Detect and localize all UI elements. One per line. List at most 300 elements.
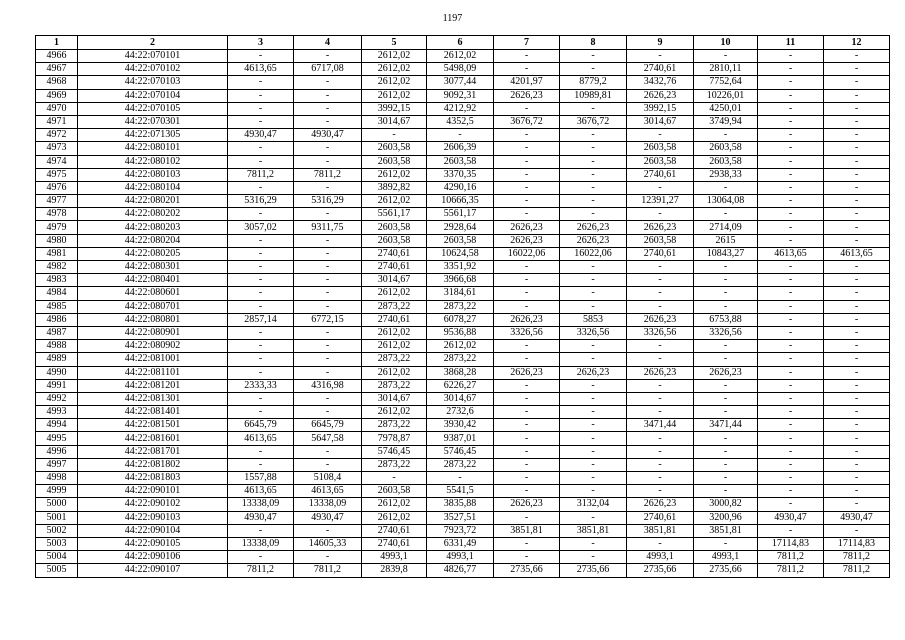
table-cell: - <box>294 234 362 247</box>
table-cell: 44:22:081501 <box>78 419 228 432</box>
table-cell: 2626,23 <box>627 313 694 326</box>
table-cell: - <box>824 129 890 142</box>
table-cell: - <box>758 181 824 194</box>
table-cell: - <box>228 326 294 339</box>
table-cell: - <box>758 195 824 208</box>
table-row <box>36 274 890 287</box>
table-row <box>36 498 890 511</box>
table-cell: - <box>494 155 560 168</box>
table-cell: 44:22:080101 <box>78 142 228 155</box>
table-cell: - <box>758 234 824 247</box>
table-cell: - <box>560 300 627 313</box>
table-cell: 3351,92 <box>427 261 494 274</box>
table-cell: 2735,66 <box>627 564 694 577</box>
table-cell: 2626,23 <box>627 89 694 102</box>
table-cell: 2603,58 <box>362 155 427 168</box>
table-cell: 5003 <box>36 537 78 550</box>
table-cell: 2603,58 <box>627 234 694 247</box>
table-cell: 2928,64 <box>427 221 494 234</box>
table-cell: - <box>228 287 294 300</box>
table-cell: - <box>228 142 294 155</box>
table-cell: 2612,02 <box>362 326 427 339</box>
table-cell: 2603,58 <box>427 155 494 168</box>
table-cell: 4997 <box>36 458 78 471</box>
table-cell: 2740,61 <box>362 247 427 260</box>
table-cell: - <box>758 168 824 181</box>
table-cell: 4991 <box>36 379 78 392</box>
table-cell: 4201,97 <box>494 76 560 89</box>
table-cell: 16022,06 <box>494 247 560 260</box>
table-cell: - <box>824 485 890 498</box>
table-cell: 3471,44 <box>627 419 694 432</box>
table-cell: 2626,23 <box>627 498 694 511</box>
table-cell: 44:22:090104 <box>78 524 228 537</box>
table-cell: - <box>560 142 627 155</box>
table-cell: 3892,82 <box>362 181 427 194</box>
table-cell: 4996 <box>36 445 78 458</box>
table-cell: 3000,82 <box>694 498 758 511</box>
table-cell: - <box>228 155 294 168</box>
table-cell: 4993,1 <box>627 551 694 564</box>
table-cell: - <box>228 50 294 63</box>
table-cell: 4290,16 <box>427 181 494 194</box>
table-cell: - <box>694 472 758 485</box>
table-cell: - <box>294 326 362 339</box>
table-cell: 44:22:081201 <box>78 379 228 392</box>
column-header: 3 <box>228 36 294 50</box>
table-row <box>36 551 890 564</box>
table-row <box>36 155 890 168</box>
table-body <box>36 50 890 578</box>
table-cell: 44:22:090106 <box>78 551 228 564</box>
table-cell: 44:22:080203 <box>78 221 228 234</box>
table-cell: 4984 <box>36 287 78 300</box>
table-cell: 2735,66 <box>694 564 758 577</box>
table-cell: 2873,22 <box>362 458 427 471</box>
table-cell: 2626,23 <box>494 313 560 326</box>
table-cell: 2626,23 <box>560 221 627 234</box>
table-cell: 13338,09 <box>294 498 362 511</box>
table-cell: 3992,15 <box>627 102 694 115</box>
table-cell: 2740,61 <box>362 537 427 550</box>
table-cell: 3077,44 <box>427 76 494 89</box>
table-cell: - <box>294 340 362 353</box>
table-row <box>36 326 890 339</box>
table-cell: - <box>294 115 362 128</box>
table-cell: 44:22:070301 <box>78 115 228 128</box>
table-cell: - <box>627 392 694 405</box>
table-cell: 5746,45 <box>362 445 427 458</box>
table-cell: 5746,45 <box>427 445 494 458</box>
table-cell: 4993,1 <box>362 551 427 564</box>
table-cell: - <box>228 247 294 260</box>
table-cell: - <box>824 142 890 155</box>
table-cell: - <box>362 129 427 142</box>
table-cell: - <box>758 498 824 511</box>
data-table <box>35 35 890 578</box>
table-row <box>36 208 890 221</box>
table-cell: 6645,79 <box>294 419 362 432</box>
table-cell: - <box>494 406 560 419</box>
table-cell: - <box>758 366 824 379</box>
table-cell: - <box>824 300 890 313</box>
table-cell: - <box>294 366 362 379</box>
table-cell: - <box>560 445 627 458</box>
table-cell: 2735,66 <box>494 564 560 577</box>
table-cell: 2626,23 <box>694 366 758 379</box>
table-cell: - <box>824 50 890 63</box>
table-cell: - <box>824 234 890 247</box>
table-cell: - <box>560 287 627 300</box>
table-cell: - <box>228 524 294 537</box>
table-cell: 2810,11 <box>694 63 758 76</box>
table-cell: 3527,51 <box>427 511 494 524</box>
table-cell: - <box>627 274 694 287</box>
table-cell: 3992,15 <box>362 102 427 115</box>
table-cell: 44:22:080205 <box>78 247 228 260</box>
table-cell: 4995 <box>36 432 78 445</box>
table-cell: 3132,04 <box>560 498 627 511</box>
table-cell: - <box>228 208 294 221</box>
table-cell: - <box>694 208 758 221</box>
table-cell: - <box>694 340 758 353</box>
table-cell: 3370,35 <box>427 168 494 181</box>
table-cell: - <box>627 472 694 485</box>
table-cell: - <box>494 142 560 155</box>
table-cell: - <box>228 445 294 458</box>
table-cell: 4212,92 <box>427 102 494 115</box>
table-cell: - <box>824 498 890 511</box>
table-cell: - <box>694 129 758 142</box>
table-cell: 6645,79 <box>228 419 294 432</box>
table-cell: 44:22:071305 <box>78 129 228 142</box>
table-cell: - <box>228 76 294 89</box>
table-cell: - <box>824 168 890 181</box>
table-cell: - <box>294 458 362 471</box>
table-cell: 3014,67 <box>627 115 694 128</box>
table-cell: 10666,35 <box>427 195 494 208</box>
table-cell: 44:22:070103 <box>78 76 228 89</box>
table-cell: 2857,14 <box>228 313 294 326</box>
table-cell: 2626,23 <box>560 234 627 247</box>
table-cell: 4250,01 <box>694 102 758 115</box>
table-cell: - <box>294 353 362 366</box>
table-cell: - <box>294 181 362 194</box>
table-cell: 7811,2 <box>758 564 824 577</box>
table-cell: - <box>758 406 824 419</box>
table-cell: 2740,61 <box>627 63 694 76</box>
table-cell: 4316,98 <box>294 379 362 392</box>
table-cell: 2603,58 <box>362 234 427 247</box>
table-cell: - <box>560 537 627 550</box>
table-cell: - <box>228 392 294 405</box>
table-cell: - <box>560 432 627 445</box>
table-cell: - <box>627 181 694 194</box>
table-cell: 5001 <box>36 511 78 524</box>
table-cell: 4986 <box>36 313 78 326</box>
table-cell: 44:22:080601 <box>78 287 228 300</box>
table-cell: - <box>494 472 560 485</box>
table-cell: - <box>627 300 694 313</box>
table-cell: - <box>294 50 362 63</box>
table-cell: 6717,08 <box>294 63 362 76</box>
table-cell: - <box>560 472 627 485</box>
table-cell: - <box>824 458 890 471</box>
table-row <box>36 524 890 537</box>
table-cell: 3326,56 <box>560 326 627 339</box>
table-cell: - <box>627 129 694 142</box>
table-cell: 44:22:090102 <box>78 498 228 511</box>
table-cell: - <box>560 181 627 194</box>
table-cell: - <box>694 406 758 419</box>
table-cell: - <box>560 406 627 419</box>
table-row <box>36 406 890 419</box>
table-row <box>36 287 890 300</box>
table-cell: 4930,47 <box>294 511 362 524</box>
table-cell: 5002 <box>36 524 78 537</box>
table-cell: 4966 <box>36 50 78 63</box>
table-cell: 2612,02 <box>427 50 494 63</box>
table-cell: 3676,72 <box>494 115 560 128</box>
table-cell: - <box>228 340 294 353</box>
table-cell: 10226,01 <box>694 89 758 102</box>
table-cell: 2603,58 <box>362 142 427 155</box>
table-cell: - <box>494 537 560 550</box>
table-cell: - <box>294 287 362 300</box>
table-cell: - <box>560 208 627 221</box>
table-cell: - <box>294 445 362 458</box>
table-row <box>36 89 890 102</box>
table-cell: 4930,47 <box>294 129 362 142</box>
table-cell: 4980 <box>36 234 78 247</box>
table-cell: - <box>228 102 294 115</box>
table-cell: 4972 <box>36 129 78 142</box>
table-cell: 2873,22 <box>362 353 427 366</box>
table-cell: - <box>228 115 294 128</box>
table-cell: - <box>824 432 890 445</box>
column-header: 7 <box>494 36 560 50</box>
table-cell: - <box>824 115 890 128</box>
table-cell: 2603,58 <box>694 142 758 155</box>
table-row <box>36 76 890 89</box>
table-cell: 4969 <box>36 89 78 102</box>
table-cell: 44:22:080102 <box>78 155 228 168</box>
table-row <box>36 379 890 392</box>
table-cell: 4613,65 <box>228 63 294 76</box>
table-cell: - <box>694 537 758 550</box>
table-cell: - <box>560 353 627 366</box>
table-cell: 3184,61 <box>427 287 494 300</box>
table-row <box>36 340 890 353</box>
table-cell: - <box>824 313 890 326</box>
table-row <box>36 445 890 458</box>
table-cell: - <box>494 50 560 63</box>
table-cell: 3014,67 <box>362 392 427 405</box>
table-row <box>36 195 890 208</box>
table-cell: 2603,58 <box>694 155 758 168</box>
column-header: 6 <box>427 36 494 50</box>
column-header: 9 <box>627 36 694 50</box>
table-cell: 44:22:070104 <box>78 89 228 102</box>
table-cell: 3432,76 <box>627 76 694 89</box>
table-cell: - <box>228 300 294 313</box>
table-cell: 6772,15 <box>294 313 362 326</box>
table-cell: - <box>228 406 294 419</box>
table-cell: 2603,58 <box>427 234 494 247</box>
table-cell: 13338,09 <box>228 537 294 550</box>
table-cell: - <box>824 261 890 274</box>
table-cell: 4974 <box>36 155 78 168</box>
table-cell: - <box>824 366 890 379</box>
table-row <box>36 261 890 274</box>
table-cell: - <box>627 287 694 300</box>
table-cell: - <box>294 89 362 102</box>
table-cell: 5541,5 <box>427 485 494 498</box>
table-cell: 44:22:080204 <box>78 234 228 247</box>
table-cell: 2626,23 <box>560 366 627 379</box>
table-row <box>36 168 890 181</box>
table-cell: - <box>694 445 758 458</box>
table-cell: - <box>627 340 694 353</box>
table-cell: - <box>824 472 890 485</box>
table-cell: - <box>494 485 560 498</box>
table-cell: 4930,47 <box>228 511 294 524</box>
table-cell: 44:22:080202 <box>78 208 228 221</box>
table-cell: 4967 <box>36 63 78 76</box>
table-cell: - <box>758 155 824 168</box>
table-cell: 4930,47 <box>824 511 890 524</box>
table-cell: 4985 <box>36 300 78 313</box>
table-cell: 44:22:080401 <box>78 274 228 287</box>
table-cell: 7811,2 <box>228 168 294 181</box>
table-cell: - <box>560 458 627 471</box>
table-cell: - <box>758 208 824 221</box>
table-cell: 4981 <box>36 247 78 260</box>
table-cell: 2873,22 <box>427 300 494 313</box>
table-cell: - <box>758 287 824 300</box>
table-cell: - <box>560 102 627 115</box>
column-header: 8 <box>560 36 627 50</box>
table-cell: 17114,83 <box>758 537 824 550</box>
table-cell: 44:22:090103 <box>78 511 228 524</box>
table-cell: 5561,17 <box>427 208 494 221</box>
table-cell: 4979 <box>36 221 78 234</box>
table-cell: 3749,94 <box>694 115 758 128</box>
table-cell: 7811,2 <box>824 564 890 577</box>
table-cell: - <box>758 300 824 313</box>
table-cell: 5005 <box>36 564 78 577</box>
table-cell: - <box>294 300 362 313</box>
table-cell: 44:22:081802 <box>78 458 228 471</box>
table-cell: 2612,02 <box>362 50 427 63</box>
table-cell: - <box>824 274 890 287</box>
table-cell: - <box>294 247 362 260</box>
table-cell: - <box>824 63 890 76</box>
table-cell: - <box>824 221 890 234</box>
table-cell: - <box>758 419 824 432</box>
table-cell: 4989 <box>36 353 78 366</box>
table-row <box>36 102 890 115</box>
table-cell: - <box>758 261 824 274</box>
table-cell: 2740,61 <box>362 524 427 537</box>
table-cell: - <box>627 379 694 392</box>
table-cell: - <box>228 181 294 194</box>
table-cell: - <box>294 274 362 287</box>
table-cell: - <box>627 406 694 419</box>
table-cell: 44:22:081301 <box>78 392 228 405</box>
table-cell: - <box>627 353 694 366</box>
header-row <box>36 36 890 50</box>
table-cell: 6078,27 <box>427 313 494 326</box>
table-cell: - <box>758 102 824 115</box>
table-row <box>36 247 890 260</box>
table-cell: 2603,58 <box>627 155 694 168</box>
table-cell: 44:22:081701 <box>78 445 228 458</box>
table-cell: - <box>560 195 627 208</box>
table-row <box>36 142 890 155</box>
table-cell: 44:22:081401 <box>78 406 228 419</box>
table-cell: - <box>824 195 890 208</box>
table-cell: 9536,88 <box>427 326 494 339</box>
table-cell: - <box>228 366 294 379</box>
table-cell: - <box>627 458 694 471</box>
table-cell: - <box>758 76 824 89</box>
table-cell: 2612,02 <box>362 366 427 379</box>
table-cell: - <box>694 458 758 471</box>
table-cell: 4826,77 <box>427 564 494 577</box>
table-cell: 2626,23 <box>494 89 560 102</box>
table-cell: - <box>494 300 560 313</box>
table-cell: - <box>824 89 890 102</box>
table-cell: - <box>560 551 627 564</box>
table-cell: - <box>294 155 362 168</box>
table-cell: - <box>560 168 627 181</box>
table-cell: 2873,22 <box>427 353 494 366</box>
table-cell: - <box>758 353 824 366</box>
table-cell: - <box>494 353 560 366</box>
table-cell: - <box>560 485 627 498</box>
table-cell: - <box>694 379 758 392</box>
table-cell: - <box>494 102 560 115</box>
table-cell: 44:22:090105 <box>78 537 228 550</box>
table-cell: - <box>758 142 824 155</box>
table-cell: 4970 <box>36 102 78 115</box>
table-cell: 7811,2 <box>228 564 294 577</box>
table-cell: - <box>294 76 362 89</box>
table-cell: 44:22:090101 <box>78 485 228 498</box>
table-cell: 4613,65 <box>228 432 294 445</box>
table-cell: 4973 <box>36 142 78 155</box>
table-cell: 2603,58 <box>362 221 427 234</box>
table-cell: - <box>627 50 694 63</box>
table-cell: 2626,23 <box>494 234 560 247</box>
table-cell: - <box>494 287 560 300</box>
table-cell: 4992 <box>36 392 78 405</box>
table-cell: - <box>694 353 758 366</box>
table-cell: 44:22:080104 <box>78 181 228 194</box>
table-row <box>36 50 890 63</box>
table-cell: - <box>824 524 890 537</box>
table-cell: - <box>824 155 890 168</box>
table-cell: - <box>560 274 627 287</box>
table-cell: - <box>824 445 890 458</box>
table-cell: 2873,22 <box>362 379 427 392</box>
table-cell: - <box>494 274 560 287</box>
table-cell: - <box>294 261 362 274</box>
table-cell: - <box>758 313 824 326</box>
table-cell: - <box>627 485 694 498</box>
table-cell: 3057,02 <box>228 221 294 234</box>
